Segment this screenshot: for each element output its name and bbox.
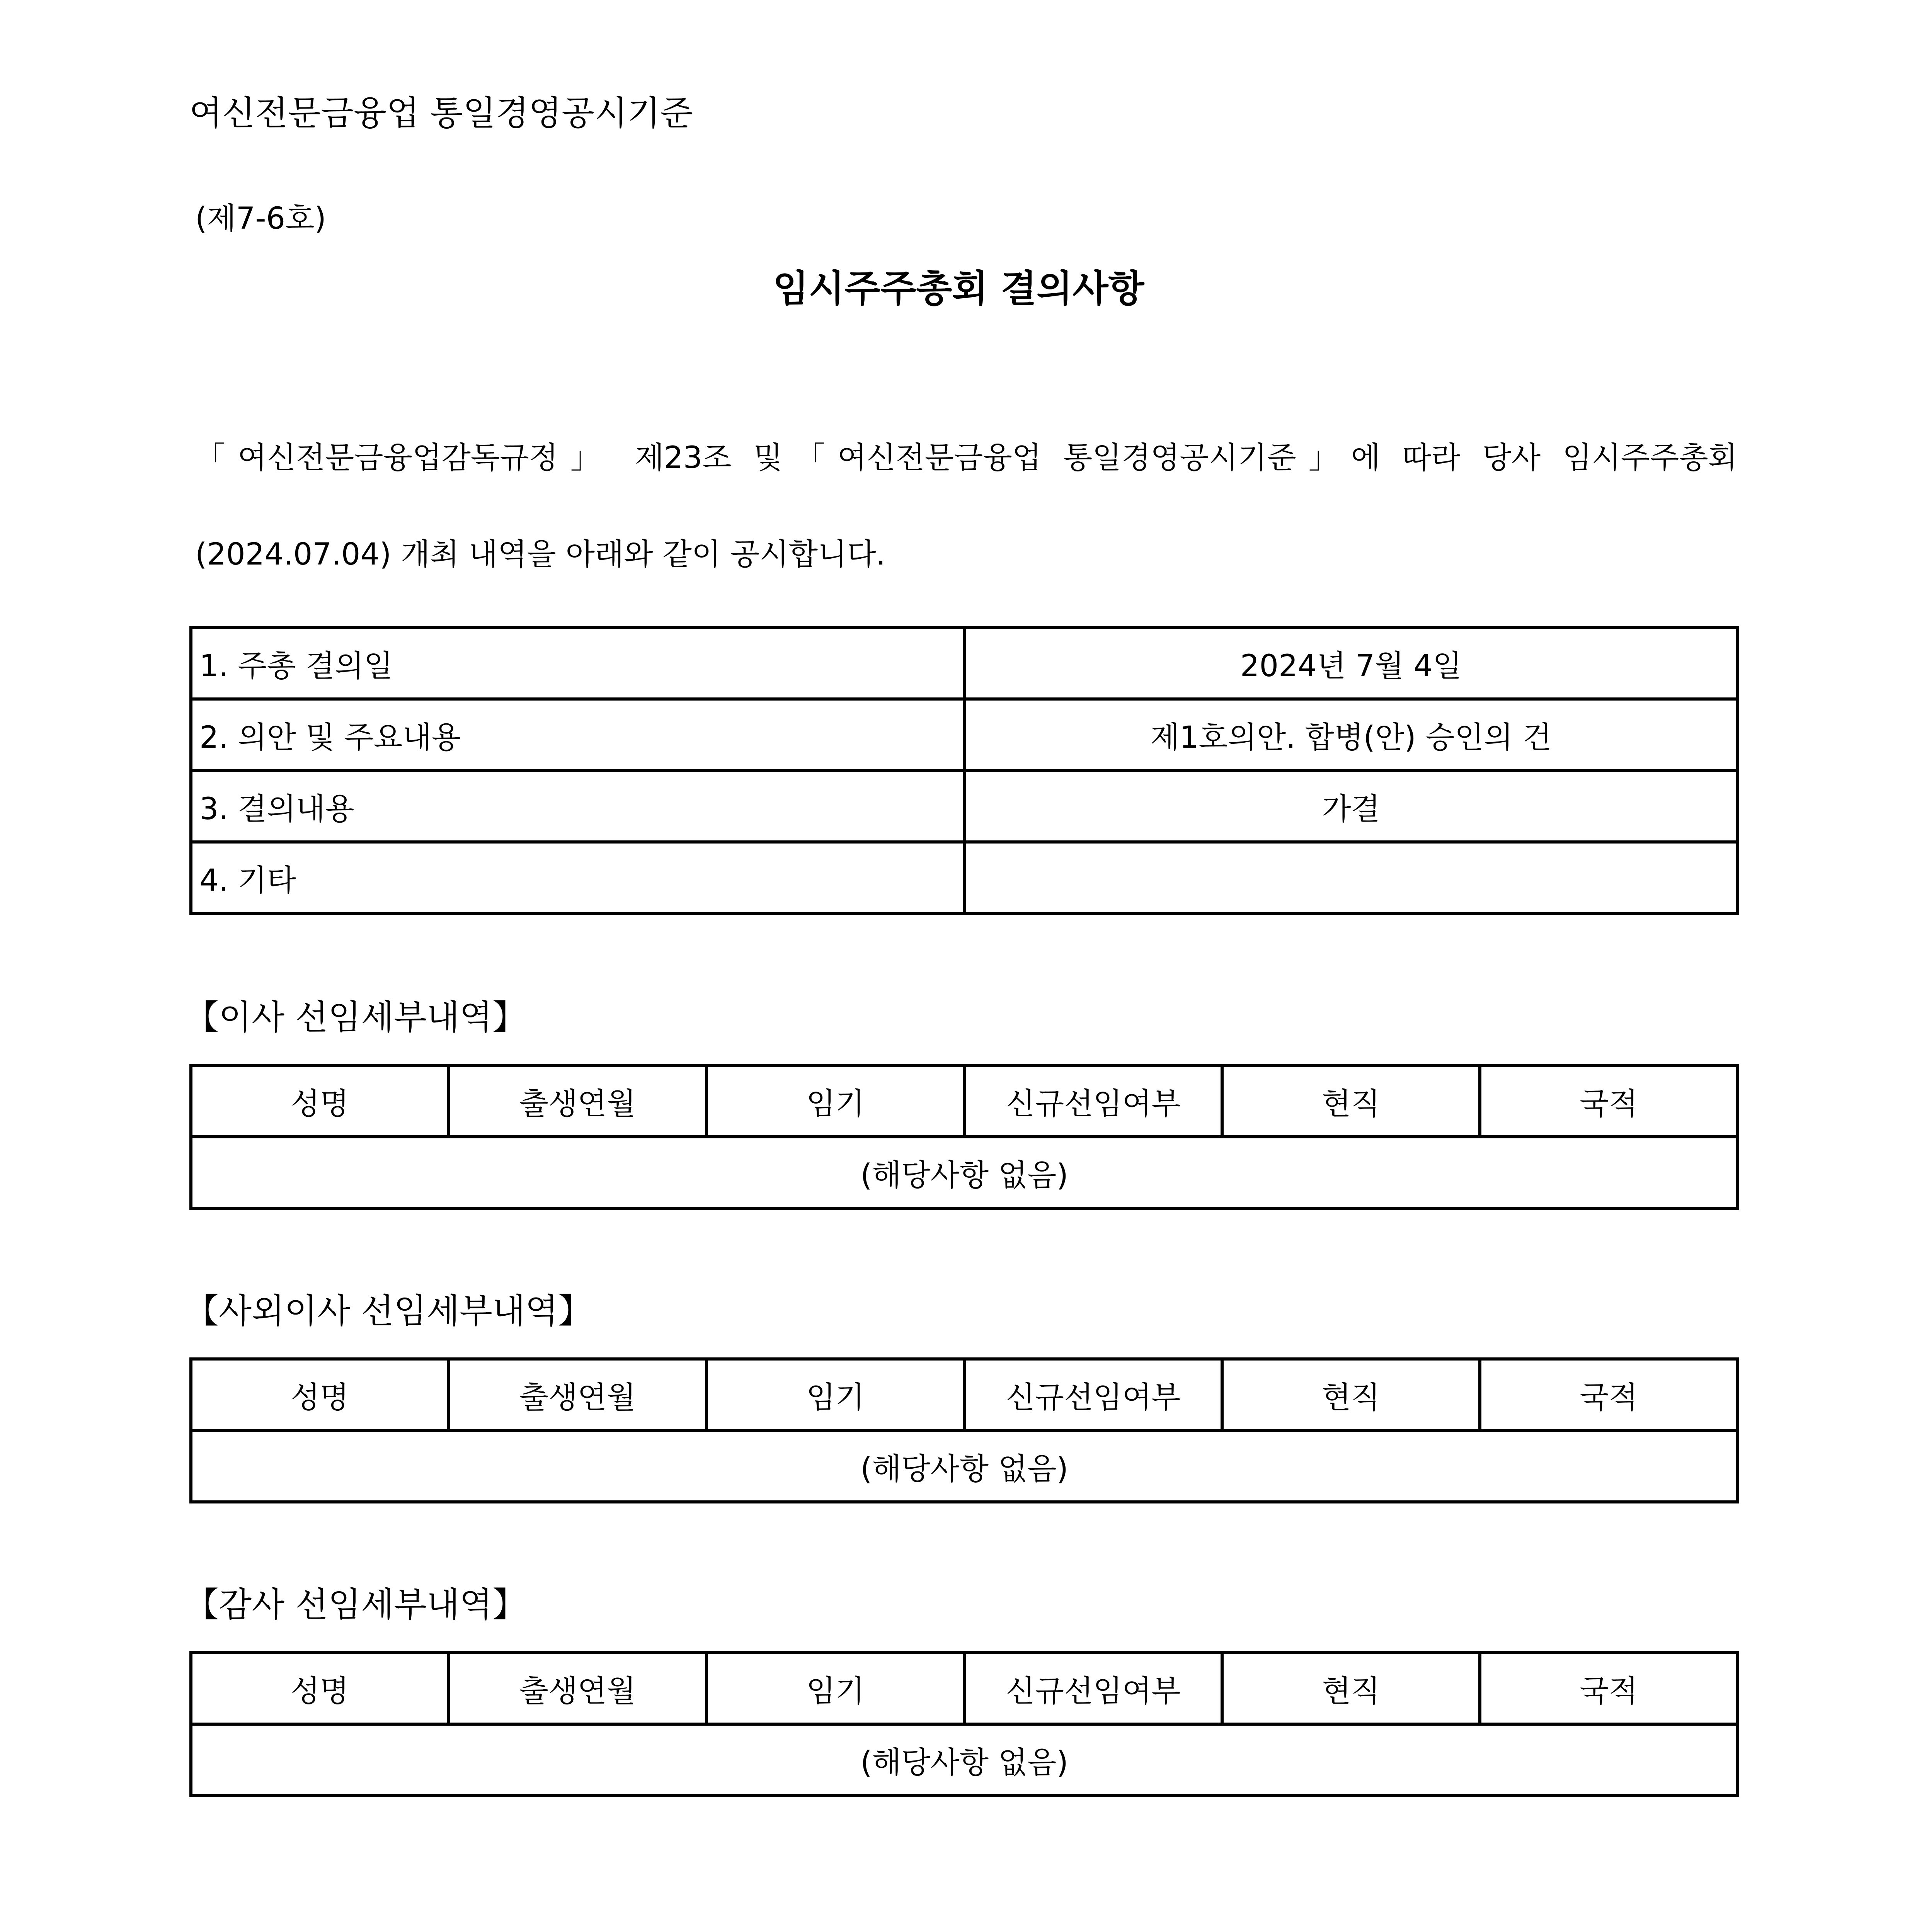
table-row	[191, 1430, 1738, 1502]
column-header-current-position: 현직	[1222, 1065, 1480, 1137]
column-header-new-appointment: 신규선임여부	[964, 1359, 1222, 1430]
summary-label: 1. 주총 결의일	[191, 628, 964, 699]
table-header-row	[191, 1065, 1738, 1137]
empty-notice: (해당사항 없음)	[191, 1724, 1738, 1796]
auditor-section-title: 【감사 선임세부내역】	[185, 1585, 527, 1624]
intro-paragraph	[195, 410, 1737, 603]
summary-label: 4. 기타	[191, 842, 964, 913]
intro-line-2: (2024.07.04) 개최 내역을 아래와 같이 공시합니다.	[195, 537, 886, 572]
director-section-title: 【이사 선임세부내역】	[185, 997, 527, 1037]
column-header-birth: 출생연월	[449, 1653, 707, 1724]
column-header-name: 성명	[191, 1359, 449, 1430]
summary-value: 가결	[964, 770, 1738, 842]
document-title: 임시주주총회 결의사항	[773, 267, 1144, 310]
column-header-new-appointment: 신규선임여부	[964, 1653, 1222, 1724]
column-header-nationality: 국적	[1480, 1065, 1738, 1137]
column-header-current-position: 현직	[1222, 1653, 1480, 1724]
table-row	[191, 1137, 1738, 1208]
summary-label: 2. 의안 및 주요내용	[191, 699, 964, 770]
empty-notice: (해당사항 없음)	[191, 1137, 1738, 1208]
director-table	[189, 1064, 1739, 1210]
column-header-term: 임기	[707, 1359, 964, 1430]
table-header-row	[191, 1653, 1738, 1724]
column-header-term: 임기	[707, 1065, 964, 1137]
table-row	[191, 770, 1738, 842]
table-row	[191, 842, 1738, 913]
form-number: (제7-6호)	[195, 201, 326, 236]
column-header-term: 임기	[707, 1653, 964, 1724]
summary-value: 2024년 7월 4일	[964, 628, 1738, 699]
outside-director-table	[189, 1357, 1739, 1503]
column-header-new-appointment: 신규선임여부	[964, 1065, 1222, 1137]
table-row	[191, 1724, 1738, 1796]
column-header-current-position: 현직	[1222, 1359, 1480, 1430]
summary-label: 3. 결의내용	[191, 770, 964, 842]
intro-line-1: 「여신전문금융업감독규정」 제23조 및「여신전문금융업 통일경영공시기준」에 따라 당사 임시주주총회	[195, 440, 1737, 475]
column-header-name: 성명	[191, 1653, 449, 1724]
summary-table	[189, 626, 1739, 915]
table-header-row	[191, 1359, 1738, 1430]
column-header-birth: 출생연월	[449, 1359, 707, 1430]
auditor-table	[189, 1651, 1739, 1797]
column-header-nationality: 국적	[1480, 1653, 1738, 1724]
column-header-name: 성명	[191, 1065, 449, 1137]
summary-value	[964, 842, 1738, 913]
table-row	[191, 699, 1738, 770]
column-header-birth: 출생연월	[449, 1065, 707, 1137]
table-row	[191, 628, 1738, 699]
empty-notice: (해당사항 없음)	[191, 1430, 1738, 1502]
disclosure-standard-name: 여신전문금융업 통일경영공시기준	[189, 93, 693, 133]
summary-value: 제1호의안. 합병(안) 승인의 건	[964, 699, 1738, 770]
column-header-nationality: 국적	[1480, 1359, 1738, 1430]
outside-director-section-title: 【사외이사 선임세부내역】	[185, 1291, 592, 1331]
